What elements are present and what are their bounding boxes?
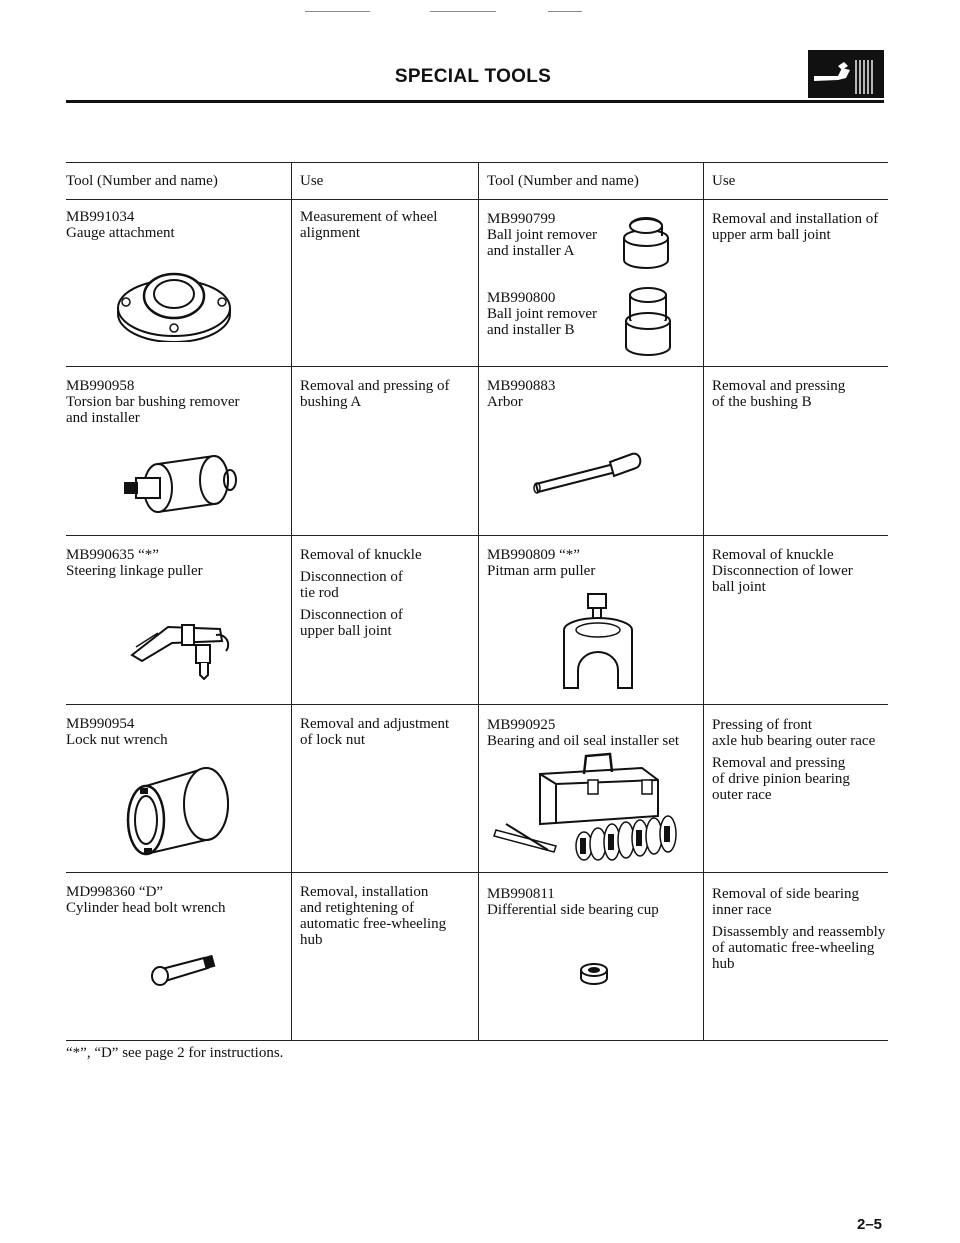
tool-number: MB990800 <box>487 290 556 306</box>
use-line: Disconnection of lower <box>712 563 853 579</box>
tool-section-logo <box>808 50 884 98</box>
installer-set-icon <box>492 750 682 866</box>
use-line: alignment <box>300 225 360 241</box>
use-line: ball joint <box>712 579 766 595</box>
ball-joint-installer-b-icon <box>622 285 676 357</box>
tool-number: MB990883 <box>487 378 556 394</box>
tool-name: Ball joint remover <box>487 227 597 243</box>
row-rule <box>66 366 888 367</box>
tool-number: MB990809 “*” <box>487 547 580 563</box>
tool-use <box>712 717 875 803</box>
use-line: Removal of side bearing <box>712 886 860 902</box>
use-line: of automatic free-wheeling <box>712 940 875 956</box>
table-top-rule <box>66 162 888 163</box>
page-title: SPECIAL TOOLS <box>394 66 552 87</box>
use-line: Removal and adjustment <box>300 716 450 732</box>
tool-name: Differential side bearing cup <box>487 902 659 918</box>
gauge-attachment-icon <box>112 262 242 342</box>
use-line: tie rod <box>300 585 339 601</box>
tool-name: Torsion bar bushing remover <box>66 394 240 410</box>
tool-use <box>300 547 422 639</box>
use-line: Measurement of wheel <box>300 209 438 225</box>
tool-entry <box>487 886 659 918</box>
column-rule <box>291 162 292 1040</box>
tool-name: Arbor <box>487 394 523 410</box>
use-line: Removal and installation of <box>712 211 879 227</box>
row-rule <box>66 535 888 536</box>
use-line: of the bushing B <box>712 394 812 410</box>
use-line: Removal and pressing <box>712 378 846 394</box>
tool-name: and installer B <box>487 322 575 338</box>
header-use: Use <box>300 173 324 189</box>
tool-number: MB991034 <box>66 209 135 225</box>
tool-entry <box>487 547 595 579</box>
scan-mark <box>548 11 582 12</box>
header-rule <box>66 199 888 200</box>
header-tool: Tool (Number and name) <box>66 173 218 189</box>
page-number: 2–5 <box>857 1216 883 1233</box>
tool-name: and installer A <box>487 243 575 259</box>
use-line: of drive pinion bearing <box>712 771 850 787</box>
tool-name: Ball joint remover <box>487 306 597 322</box>
tool-entry <box>487 717 679 749</box>
bearing-cup-icon <box>578 962 610 988</box>
bushing-remover-icon <box>118 450 248 520</box>
footnote: “*”, “D” see page 2 for instructions. <box>66 1045 284 1061</box>
header-use: Use <box>712 173 736 189</box>
use-line: Removal and pressing of <box>300 378 450 394</box>
tool-use <box>712 886 885 972</box>
use-line: Disconnection of <box>300 607 403 623</box>
use-line: of lock nut <box>300 732 365 748</box>
use-line: outer race <box>712 787 772 803</box>
tool-number: MB990799 <box>487 211 556 227</box>
tool-number: MB990958 <box>66 378 135 394</box>
column-rule <box>478 162 479 1040</box>
use-line: hub <box>712 956 735 972</box>
tool-name: Lock nut wrench <box>66 732 168 748</box>
use-line: Removal of knuckle <box>712 547 834 563</box>
use-line: upper ball joint <box>300 623 392 639</box>
tool-name: Steering linkage puller <box>66 563 203 579</box>
header-tool: Tool (Number and name) <box>487 173 639 189</box>
tool-use <box>300 884 446 948</box>
tool-use <box>300 209 437 241</box>
tool-entry <box>487 290 597 338</box>
tool-entry <box>66 378 240 426</box>
use-line: Removal of knuckle <box>300 547 422 563</box>
tool-name: and installer <box>66 410 140 426</box>
use-line: hub <box>300 932 323 948</box>
tool-entry <box>487 211 597 259</box>
row-rule <box>66 872 888 873</box>
use-line: upper arm ball joint <box>712 227 831 243</box>
scan-mark <box>305 11 370 12</box>
title-rule <box>66 100 884 103</box>
lock-nut-wrench-icon <box>122 762 238 858</box>
tool-number: MB990925 <box>487 717 556 733</box>
tool-entry <box>487 378 555 410</box>
tool-entry <box>66 884 226 916</box>
scan-mark <box>430 11 496 12</box>
pitman-arm-puller-icon <box>558 590 638 696</box>
ball-joint-installer-a-icon <box>620 214 672 270</box>
head-bolt-wrench-icon <box>148 950 220 990</box>
tool-entry <box>66 209 175 241</box>
tool-name: Cylinder head bolt wrench <box>66 900 226 916</box>
tool-number: MD998360 “D” <box>66 884 164 900</box>
row-rule <box>66 704 888 705</box>
arbor-icon <box>530 448 646 496</box>
tool-number: MB990811 <box>487 886 555 902</box>
column-rule <box>703 162 704 1040</box>
tool-entry <box>66 716 168 748</box>
use-line: and retightening of <box>300 900 415 916</box>
tool-entry <box>66 547 203 579</box>
tool-name: Bearing and oil seal installer set <box>487 733 680 749</box>
tool-use <box>712 547 853 595</box>
table-bottom-rule <box>66 1040 888 1041</box>
use-line: automatic free-wheeling <box>300 916 447 932</box>
use-line: Disassembly and reassembly <box>712 924 886 940</box>
use-line: bushing A <box>300 394 362 410</box>
linkage-puller-icon <box>128 605 238 680</box>
use-line: Removal and pressing <box>712 755 846 771</box>
tool-use <box>300 378 450 410</box>
tool-use <box>712 378 845 410</box>
tool-number: MB990635 “*” <box>66 547 159 563</box>
use-line: Pressing of front <box>712 717 812 733</box>
tool-number: MB990954 <box>66 716 135 732</box>
tool-name: Gauge attachment <box>66 225 175 241</box>
tool-use <box>300 716 449 748</box>
use-line: Disconnection of <box>300 569 403 585</box>
tool-use <box>712 211 878 243</box>
tool-name: Pitman arm puller <box>487 563 596 579</box>
use-line: axle hub bearing outer race <box>712 733 876 749</box>
use-line: inner race <box>712 902 772 918</box>
use-line: Removal, installation <box>300 884 429 900</box>
